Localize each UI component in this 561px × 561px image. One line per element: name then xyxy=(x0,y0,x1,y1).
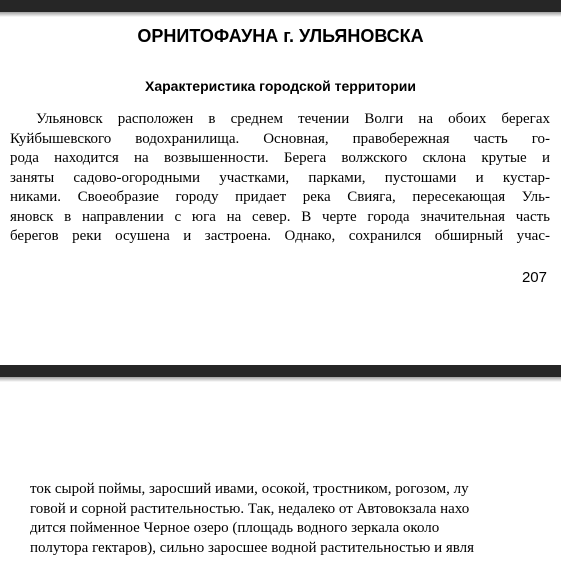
top-page-border xyxy=(0,0,561,12)
text-line: Куйбышевского водохранилища. Основная, правобережная часть го- xyxy=(10,130,550,147)
text-line: Ульяновск расположен в среднем течении Волги на обоих берегах xyxy=(36,111,550,127)
body-paragraph xyxy=(10,110,550,247)
text-line: ток сырой поймы, заросший ивами, осокой, тростником, рогозом, лу xyxy=(30,481,469,497)
text-line: дится пойменное Черное озеро (площадь водного зеркала около xyxy=(30,520,440,536)
text-line: яновск в направлении с юга на север. В черте города значительная часть xyxy=(10,208,550,225)
text-line: заняты садово-огородными участками, парками, пустошами и кустар- xyxy=(10,169,550,186)
page-number: 207 xyxy=(521,269,547,286)
text-line: берегов реки осушена и застроена. Однако, сохранился обширный учас- xyxy=(10,228,550,244)
section-heading: Характеристика городской территории xyxy=(144,78,417,94)
page-title: ОРНИТОФАУНА г. УЛЬЯНОВСКА xyxy=(137,26,424,46)
text-line: рода находится на возвышенности. Берега волжского склона крутые и xyxy=(10,150,550,166)
next-page-paragraph xyxy=(30,480,561,558)
text-line: никами. Своеобразие городу придает река Свияга, пересекающая Уль- xyxy=(10,189,550,205)
text-line: полутора гектаров), сильно заросшее водной растительностью и явля xyxy=(30,539,475,556)
text-line: говой и сорной растительностью. Так, недалеко от Автовокзала нахо xyxy=(30,500,470,517)
page-separator xyxy=(0,365,561,377)
